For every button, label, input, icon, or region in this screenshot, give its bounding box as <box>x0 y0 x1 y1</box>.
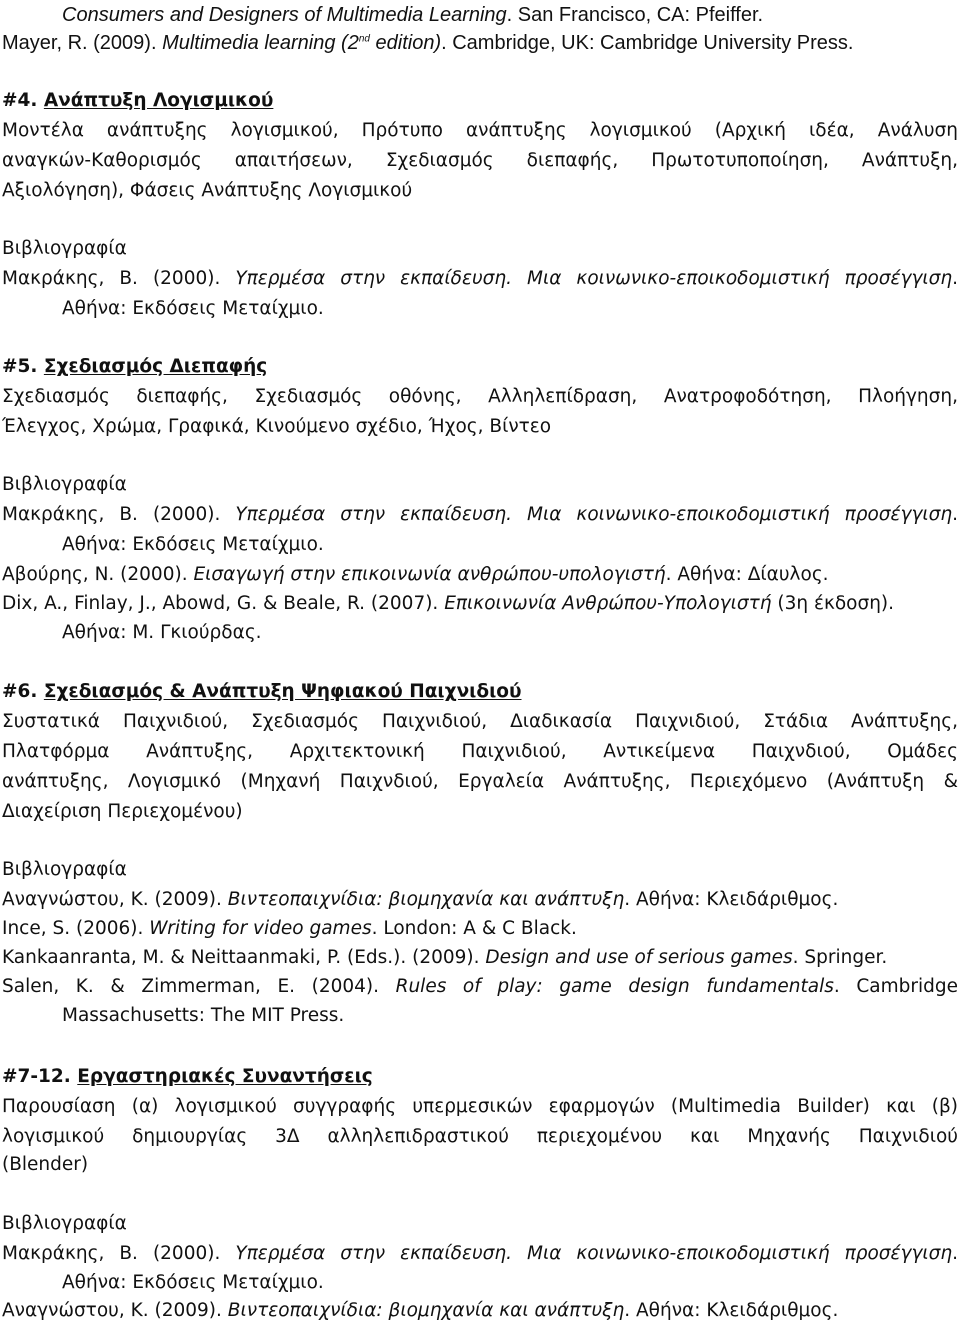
section-6-ref-2: Ince, S. (2006). Writing for video games. London: A & C Black. <box>2 918 577 939</box>
section-5-ref-3-cont: Αθήνα: Μ. Γκιούρδας. <box>62 622 262 643</box>
section-6-ref-3: Kankaanranta, M. & Neittaanmaki, P. (Eds.). (2009). Design and use of serious games. Springer. <box>2 947 888 968</box>
section-4-bibliography-label: Βιβλιογραφία <box>2 238 127 259</box>
section-5-ref-1: Μακράκης, Β. (2000). Υπερμέσα στην εκπαίδευση. Μια κοινωνικο-εποικοδομιστική προσέγγιση. <box>2 504 958 525</box>
section-5-ref-2: Αβούρης, Ν. (2000). Εισαγωγή στην επικοινωνία ανθρώπου-υπολογιστή. Αθήνα: Δίαυλος. <box>2 564 829 585</box>
section-7-12-body-line-3: (Blender) <box>2 1154 89 1175</box>
section-7-12-body-line-1: Παρουσίαση (α) λογισμικού συγγραφής υπερμεσικών εφαρμογών (Multimedia Builder) και (β) <box>2 1096 958 1117</box>
section-7-12-bibliography-label: Βιβλιογραφία <box>2 1213 127 1234</box>
section-5-heading: #5. Σχεδιασμός Διεπαφής <box>2 356 268 377</box>
section-6-bibliography-label: Βιβλιογραφία <box>2 859 127 880</box>
section-4-body-line-1: Μοντέλα ανάπτυξης λογισμικού, Πρότυπο ανάπτυξης λογισμικού (Αρχική ιδέα, Ανάλυση <box>2 120 958 141</box>
section-4-body-line-3: Αξιολόγηση), Φάσεις Ανάπτυξης Λογισμικού <box>2 180 413 201</box>
section-7-12-body-line-2: λογισμικού δημιουργίας 3Δ αλληλεπιδραστικού περιεχομένου και Μηχανής Παιχνιδιού <box>2 1126 958 1147</box>
section-4-heading: #4. Ανάπτυξη Λογισμικού <box>2 90 274 111</box>
section-7-12-heading: #7-12. Εργαστηριακές Συναντήσεις <box>2 1066 373 1087</box>
section-5-body-line-1: Σχεδιασμός διεπαφής, Σχεδιασμός οθόνης, Αλληλεπίδραση, Ανατροφοδότηση, Πλοήγηση, <box>2 386 958 407</box>
section-7-12-ref-2: Αναγνώστου, Κ. (2009). Βιντεοπαιχνίδια: βιομηχανία και ανάπτυξη. Αθήνα: Κλειδάριθμος. <box>2 1300 839 1321</box>
section-5-bibliography-label: Βιβλιογραφία <box>2 474 127 495</box>
section-6-body-line-2: Πλατφόρμα Ανάπτυξης, Αρχιτεκτονική Παιχνιδιού, Αντικείμενα Παιχνδιού, Ομάδες <box>2 741 958 762</box>
section-5-ref-1-cont: Αθήνα: Εκδόσεις Μεταίχμιο. <box>62 534 324 555</box>
section-7-12-ref-1-cont: Αθήνα: Εκδόσεις Μεταίχμιο. <box>62 1272 324 1293</box>
section-6-ref-4: Salen, K. & Zimmerman, E. (2004). Rules of play: game design fundamentals. Cambridge <box>2 976 958 997</box>
section-6-ref-4-cont: Massachusetts: The MIT Press. <box>62 1005 345 1026</box>
section-4-ref-1: Μακράκης, Β. (2000). Υπερμέσα στην εκπαίδευση. Μια κοινωνικο-εποικοδομιστική προσέγγιση. <box>2 268 958 289</box>
section-4-body-line-2: αναγκών-Καθορισμός απαιτήσεων, Σχεδιασμός διεπαφής, Πρωτοτυποποίηση, Ανάπτυξη, <box>2 150 958 171</box>
section-6-body-line-1: Συστατικά Παιχνιδιού, Σχεδιασμός Παιχνιδιού, Διαδικασία Παιχνιδιού, Στάδια Ανάπτυξης, <box>2 711 958 732</box>
reference-mayer: Mayer, R. (2009). Multimedia learning (2nd edition). Cambridge, UK: Cambridge University Press. <box>2 32 854 54</box>
reference-continuation: Consumers and Designers of Multimedia Learning. San Francisco, CA: Pfeiffer. <box>62 4 764 26</box>
section-5-body-line-2: Έλεγχος, Χρώμα, Γραφικά, Κινούμενο σχέδιο, Ήχος, Βίντεο <box>2 416 552 437</box>
section-6-heading: #6. Σχεδιασμός & Ανάπτυξη Ψηφιακού Παιχνιδιού <box>2 681 522 702</box>
section-6-body-line-3: ανάπτυξης, Λογισμικό (Μηχανή Παιχνδιού, Εργαλεία Ανάπτυξης, Περιεχόμενο (Ανάπτυξη & <box>2 771 958 792</box>
section-4-ref-1-cont: Αθήνα: Εκδόσεις Μεταίχμιο. <box>62 298 324 319</box>
section-6-ref-1: Αναγνώστου, Κ. (2009). Βιντεοπαιχνίδια: βιομηχανία και ανάπτυξη. Αθήνα: Κλειδάριθμος. <box>2 889 839 910</box>
section-6-body-line-4: Διαχείριση Περιεχομένου) <box>2 801 243 822</box>
section-5-ref-3: Dix, A., Finlay, J., Abowd, G. & Beale, R. (2007). Επικοινωνία Ανθρώπου-Υπολογιστή (3η έκδοση). <box>2 593 895 614</box>
section-7-12-ref-1: Μακράκης, Β. (2000). Υπερμέσα στην εκπαίδευση. Μια κοινωνικο-εποικοδομιστική προσέγγιση. <box>2 1243 958 1264</box>
